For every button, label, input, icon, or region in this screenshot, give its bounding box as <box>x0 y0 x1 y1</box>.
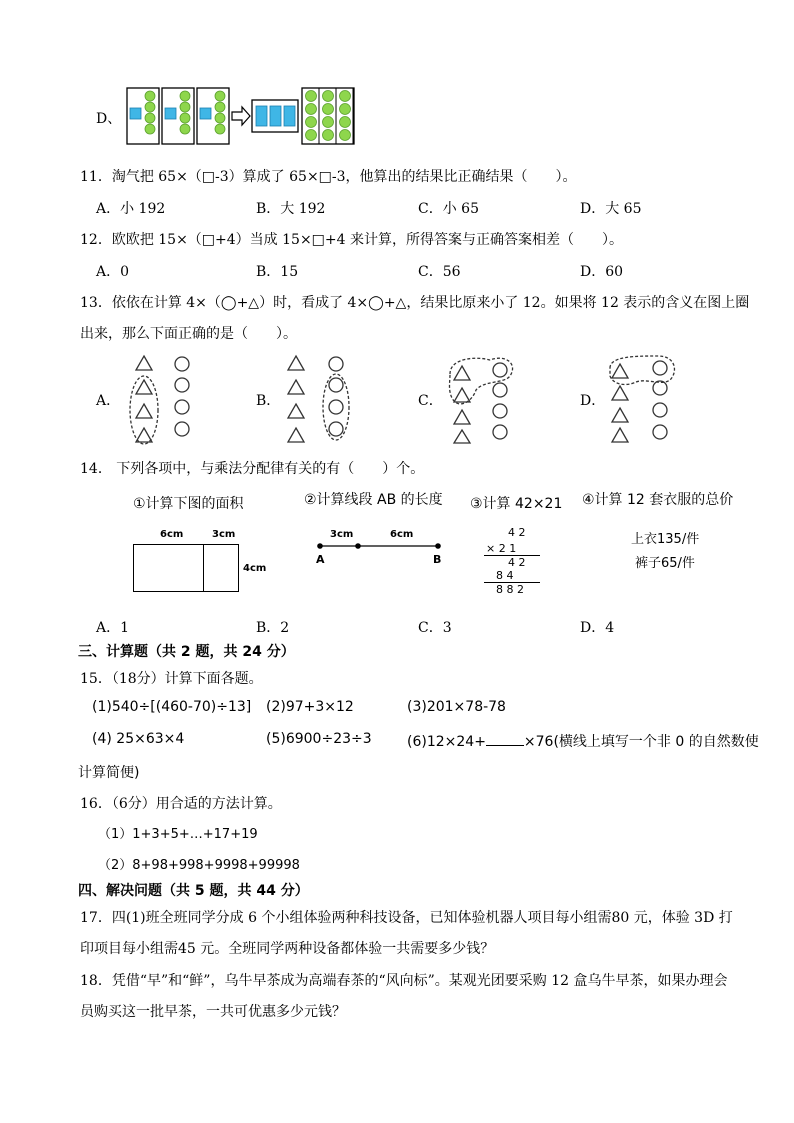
green-circle <box>340 91 351 102</box>
blue-square <box>284 106 295 126</box>
q14-rect-label-top-left: 6cm <box>160 529 184 540</box>
q14-item-2: ②计算线段 AB 的长度 <box>304 492 443 508</box>
q18-text-line1: 18．凭借“早”和“鲜”，乌牛早茶成为高端春茶的“风向标”。某观光团要采购 12 盒乌牛早茶，如果办理会 <box>80 973 728 989</box>
q14-rect-label-side: 4cm <box>243 563 267 574</box>
q13-option-c-figure <box>446 352 526 444</box>
q13-option-b-figure <box>286 352 366 444</box>
q13-option-d-figure <box>606 352 686 444</box>
green-circle <box>323 104 334 115</box>
q12-text: 12．欧欧把 15×（□+4）当成 15×□+4 来计算，所得答案与正确答案相差（ ）。 <box>80 232 623 248</box>
green-circle <box>340 117 351 128</box>
q14-price-top: 上衣135/件 <box>631 532 700 547</box>
q14-rect-label-top-right: 3cm <box>212 529 236 540</box>
q15-item-5: (5)6900÷23÷3 <box>266 731 372 747</box>
green-circle <box>323 130 334 141</box>
q16-item-1: （1）1+3+5+…+17+19 <box>98 827 258 842</box>
q14-item-4: ④计算 12 套衣服的总价 <box>582 492 734 508</box>
q11-option-c[interactable]: C．小 65 <box>418 201 479 217</box>
q15-item-4: (4) 25×63×4 <box>92 731 185 747</box>
green-circle <box>180 113 190 123</box>
green-circle <box>145 91 155 101</box>
q12-option-d[interactable]: D．60 <box>580 264 624 280</box>
q11-text: 11．淘气把 65×（□-3）算成了 65×□-3，他算出的结果比正确结果（ ）。 <box>80 169 577 185</box>
q11-option-d[interactable]: D．大 65 <box>580 201 642 217</box>
q14-point-b: B <box>433 553 442 566</box>
q16-text: 16．（6分）用合适的方法计算。 <box>80 796 282 812</box>
section-3-title: 三、计算题（共 2 题，共 24 分） <box>78 644 295 660</box>
green-circle <box>180 91 190 101</box>
q16-item-2: （2）8+98+998+9998+99998 <box>98 858 300 873</box>
green-circle <box>340 104 351 115</box>
q13-option-b-label[interactable]: B． <box>256 393 281 409</box>
blue-square <box>130 108 141 119</box>
q14-rectangle-figure <box>133 544 239 592</box>
green-circle <box>215 91 225 101</box>
green-circle <box>180 102 190 112</box>
q13-text-line1: 13．依依在计算 4×（◯+△）时，看成了 4×◯+△，结果比原来小了 12。如果将 12 表示的含义在图上圈 <box>80 295 750 311</box>
q14-option-a[interactable]: A．1 <box>96 620 130 636</box>
q14-calc-row-5: 8 8 2 <box>496 583 524 596</box>
blue-square <box>270 106 281 126</box>
q14-item-1: ①计算下图的面积 <box>133 496 244 512</box>
green-circle <box>215 124 225 134</box>
q14-text: 14． 下列各项中，与乘法分配律有关的有（ ）个。 <box>80 461 425 477</box>
green-circle <box>215 113 225 123</box>
green-circle <box>306 130 317 141</box>
q12-option-c[interactable]: C．56 <box>418 264 461 280</box>
q14-item-3: ③计算 42×21 <box>470 496 563 512</box>
green-circle <box>215 102 225 112</box>
q15-item-2: (2)97+3×12 <box>266 699 354 715</box>
green-circle <box>306 91 317 102</box>
q11-option-b[interactable]: B．大 192 <box>256 201 326 217</box>
q15-item-6 <box>407 731 759 751</box>
q14-calc-row-3: 4 2 <box>508 556 526 569</box>
q14-calc-row-2: × 2 1 <box>486 542 517 555</box>
q17-text-line2: 印项目每小组需45 元。全班同学两种设备都体验一共需要多少钱？ <box>80 941 495 957</box>
q15-text: 15．（18分）计算下面各题。 <box>80 671 263 687</box>
q13-text-line2: 出来，那么下面正确的是（ ）。 <box>80 326 297 342</box>
q13-option-a-figure <box>126 352 206 444</box>
q14-segment-figure <box>314 540 444 552</box>
q18-text-line2: 员购买这一批早茶，一共可优惠多少元钱？ <box>80 1004 346 1020</box>
green-circle <box>145 113 155 123</box>
green-circle <box>145 102 155 112</box>
arrow-icon <box>232 107 250 125</box>
q14-segment-label-right: 6cm <box>390 529 414 540</box>
q11-option-a[interactable]: A．小 192 <box>96 201 166 217</box>
q14-calc-row-4: 8 4 <box>496 569 514 582</box>
q14-point-a: A <box>316 553 325 566</box>
q13-option-d-label[interactable]: D． <box>580 393 606 409</box>
q10-option-d-figure <box>126 86 356 146</box>
q13-option-c-label[interactable]: C． <box>418 393 443 409</box>
q10-option-d-label: D、 <box>96 111 122 127</box>
blue-square <box>256 106 267 126</box>
q14-segment-label-left: 3cm <box>330 529 354 540</box>
q15-item-6-suffix: ×76(横线上填写一个非 0 的自然数使 <box>523 734 759 750</box>
q17-text-line1: 17．四(1)班全班同学分成 6 个小组体验两种科技设备，已知体验机器人项目每小组需80 元，体验 3D 打 <box>80 910 733 926</box>
green-circle <box>145 124 155 134</box>
green-circle <box>306 117 317 128</box>
q13-option-a-label[interactable]: A． <box>96 393 121 409</box>
q15-item-6-line2: 计算简便) <box>78 765 140 781</box>
q15-item-6-prefix: (6)12×24+ <box>407 734 486 750</box>
q14-option-d[interactable]: D．4 <box>580 620 615 636</box>
blue-square <box>200 108 211 119</box>
blue-square <box>165 108 176 119</box>
green-circle <box>306 104 317 115</box>
green-circle <box>180 124 190 134</box>
q12-option-b[interactable]: B．15 <box>256 264 299 280</box>
q14-calc-row-1: 4 2 <box>508 526 526 539</box>
q15-item-1: (1)540÷[(460-70)÷13] <box>92 699 252 715</box>
q14-option-c[interactable]: C．3 <box>418 620 452 636</box>
section-4-title: 四、解决问题（共 5 题，共 44 分） <box>78 883 309 899</box>
green-circle <box>340 130 351 141</box>
q14-option-b[interactable]: B．2 <box>256 620 290 636</box>
q14-price-pants: 裤子65/件 <box>635 556 695 571</box>
q15-item-6-blank[interactable] <box>486 733 524 746</box>
green-circle <box>323 117 334 128</box>
green-circle <box>323 91 334 102</box>
q12-option-a[interactable]: A．0 <box>96 264 130 280</box>
q15-item-3: (3)201×78-78 <box>407 699 506 715</box>
